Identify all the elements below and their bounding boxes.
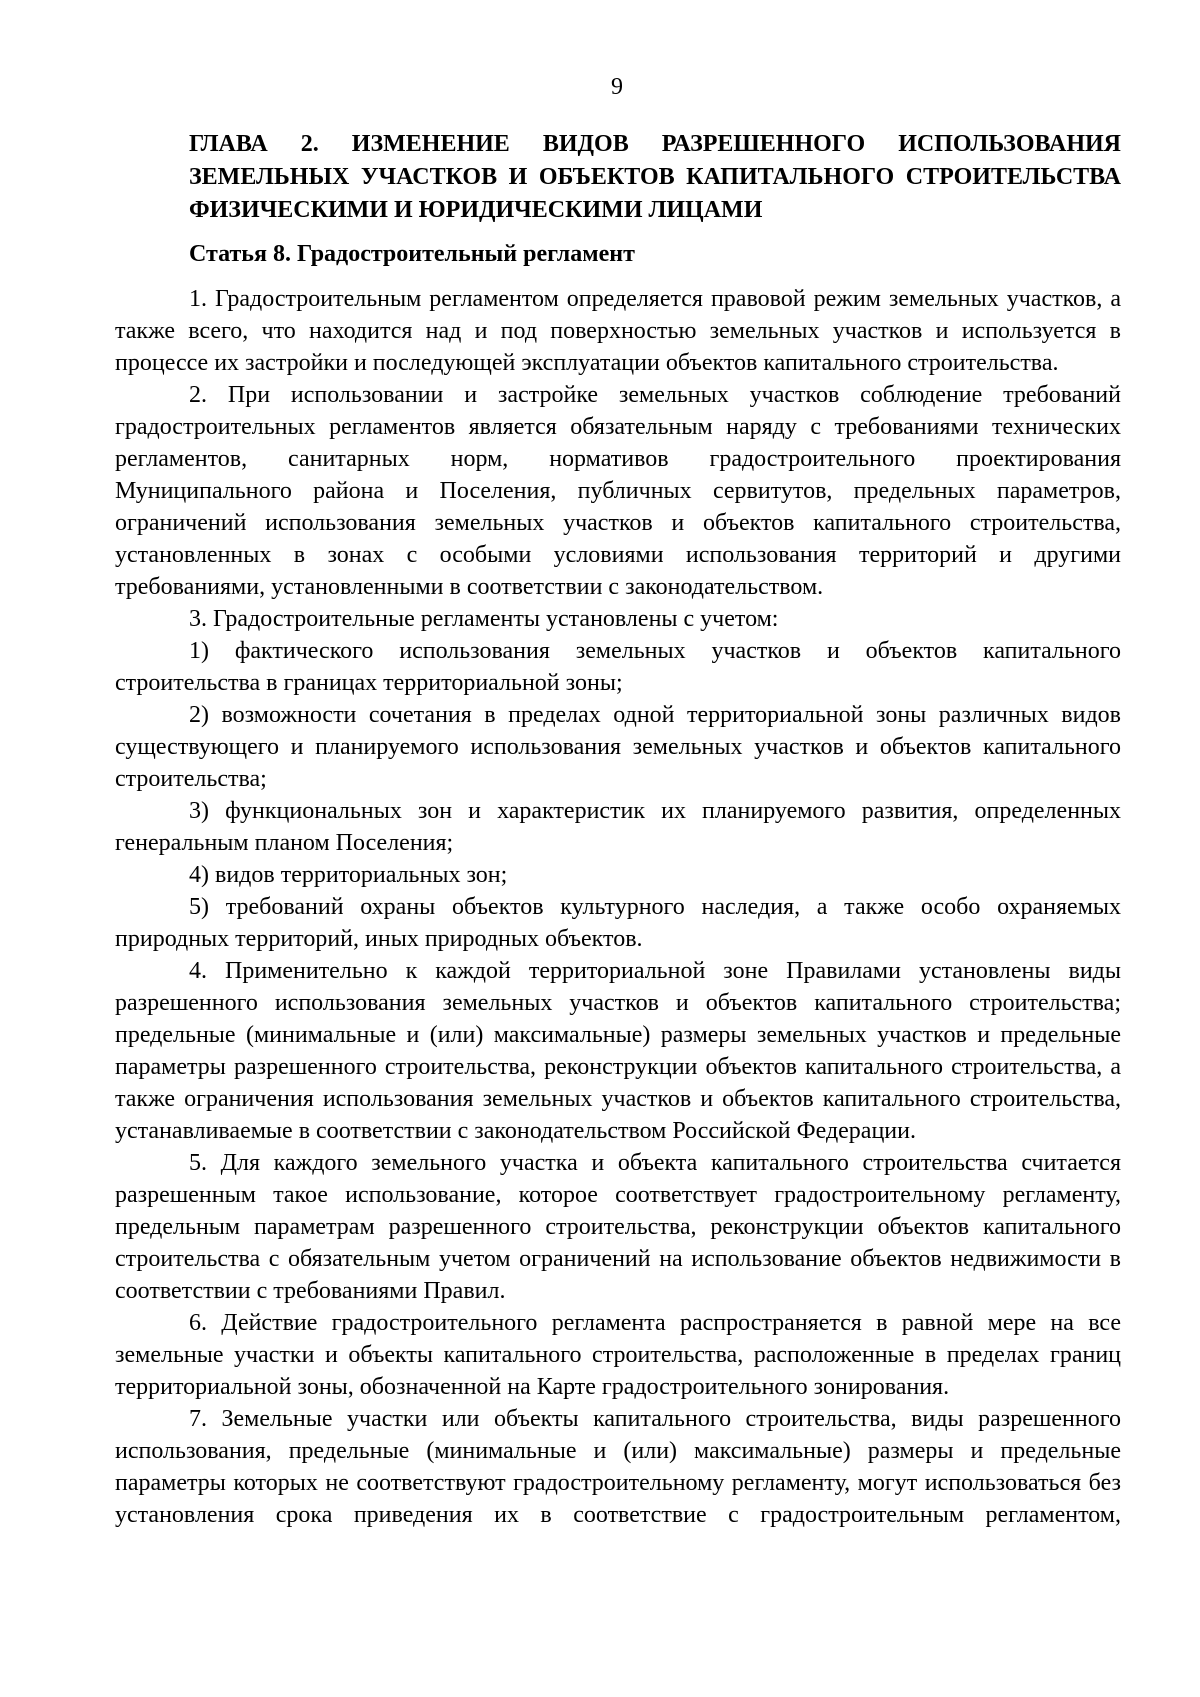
paragraph-2: 2. При использовании и застройке земельных участков соблюдение требований градостроительных регламентов является обязательным наряду с требованиями технических регламентов, санитарных норм, нормативов градостроительного проектирования Муниципального района и Поселения, публичных сервитутов, предельных параметров, ограничений использования земельных участков и объектов капитального строительства, установленных в зонах с особыми условиями использования территорий и другими требованиями, установленными в соответствии с законодательством. — [115, 382, 1121, 600]
list-item-3: 3) функциональных зон и характеристик их планируемого развития, определенных генеральным планом Поселения; — [115, 798, 1121, 856]
list-item-2: 2) возможности сочетания в пределах одной территориальной зоны различных видов существующего и планируемого использования земельных участков и объектов капитального строительства; — [115, 702, 1121, 792]
list-item-1: 1) фактического использования земельных участков и объектов капитального строительства в границах территориальной зоны; — [115, 638, 1121, 696]
list-item-5: 5) требований охраны объектов культурного наследия, а также особо охраняемых природных территорий, иных природных объектов. — [115, 894, 1121, 952]
document-body — [115, 128, 1121, 1531]
page-number: 9 — [611, 74, 623, 100]
paragraph-1: 1. Градостроительным регламентом определяется правовой режим земельных участков, а также всего, что находится над и под поверхностью земельных участков и используется в процессе их застройки и последующей эксплуатации объектов капитального строительства. — [115, 286, 1121, 376]
list-item-4: 4) видов территориальных зон; — [189, 862, 508, 888]
paragraph-4: 4. Применительно к каждой территориальной зоне Правилами установлены виды разрешенного использования земельных участков и объектов капитального строительства; предельные (минимальные и (или) максимальные) размеры земельных участков и предельные параметры разрешенного строительства, реконструкции объектов капитального строительства, а также ограничения использования земельных участков и объектов капитального строительства, устанавливаемые в соответствии с законодательством Российской Федерации. — [115, 958, 1121, 1144]
paragraph-5: 5. Для каждого земельного участка и объекта капитального строительства считается разрешенным такое использование, которое соответствует градостроительному регламенту, предельным параметрам разрешенного строительства, реконструкции объектов капитального строительства с обязательным учетом ограничений на использование объектов недвижимости в соответствии с требованиями Правил. — [115, 1150, 1121, 1304]
paragraph-7: 7. Земельные участки или объекты капитального строительства, виды разрешенного использования, предельные (минимальные и (или) максимальные) размеры и предельные параметры которых не соответствуют градостроительному регламенту, могут использоваться без установления срока приведения их в соответствие с градостроительным регламентом, — [115, 1406, 1121, 1528]
article-title: Статья 8. Градостроительный регламент — [189, 241, 635, 267]
paragraph-3: 3. Градостроительные регламенты установлены с учетом: — [189, 606, 779, 632]
chapter-title: ГЛАВА 2. ИЗМЕНЕНИЕ ВИДОВ РАЗРЕШЕННОГО ИСПОЛЬЗОВАНИЯ ЗЕМЕЛЬНЫХ УЧАСТКОВ И ОБЪЕКТОВ КАПИТАЛЬНОГО СТРОИТЕЛЬСТВА ФИЗИЧЕСКИМИ И ЮРИДИЧЕСКИМИ ЛИЦАМИ — [189, 131, 1121, 223]
paragraph-6: 6. Действие градостроительного регламента распространяется в равной мере на все земельные участки и объекты капитального строительства, расположенные в пределах границ территориальной зоны, обозначенной на Карте градостроительного зонирования. — [115, 1310, 1121, 1400]
